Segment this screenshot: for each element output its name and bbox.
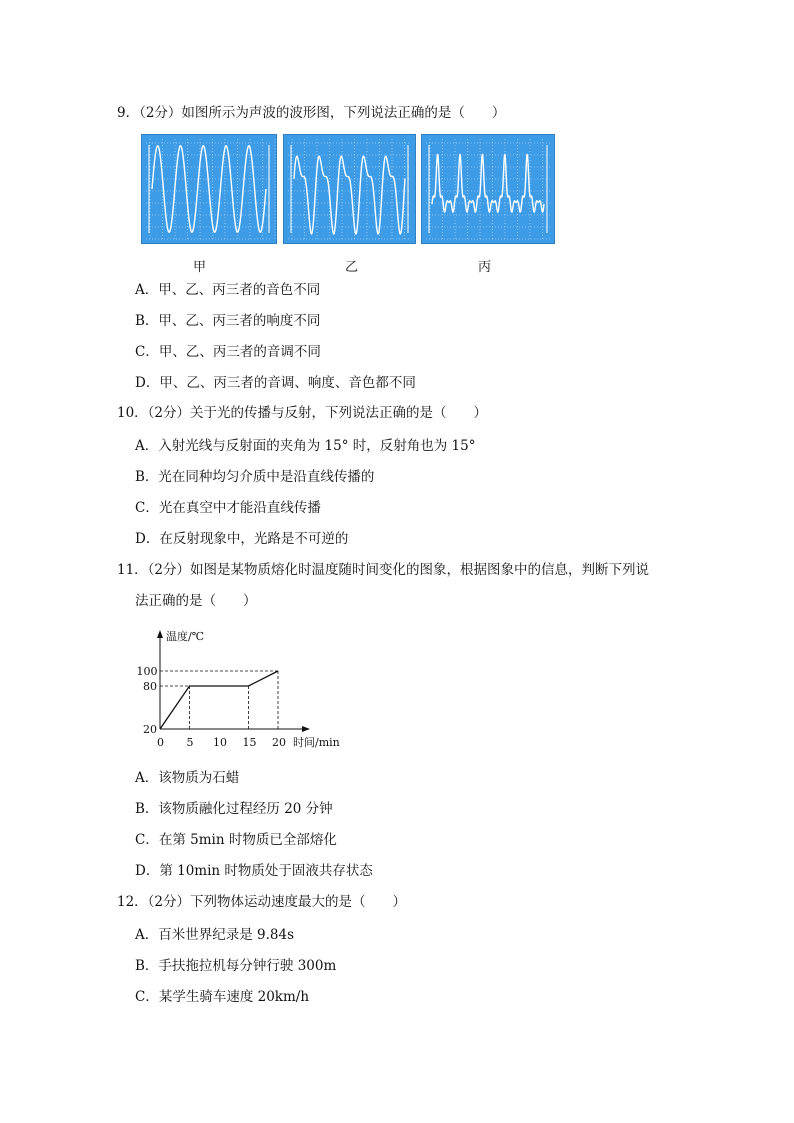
y-tick-label: 100: [136, 665, 158, 678]
waveform-yi: [283, 134, 416, 244]
q11-option-b[interactable]: B．该物质融化过程经历 20 分钟: [135, 801, 333, 817]
x-axis-label: 时间/min: [293, 736, 340, 749]
waveform-label-bing: 丙: [478, 260, 492, 275]
q9-option-a[interactable]: A．甲、乙、丙三者的音色不同: [135, 282, 321, 298]
melting-curve-chart: [136, 622, 370, 757]
x-tick-label: 5: [186, 736, 194, 749]
q12-option-c[interactable]: C．某学生骑车速度 20km/h: [135, 989, 310, 1005]
q9-option-b[interactable]: B．甲、乙、丙三者的响度不同: [135, 313, 321, 329]
q11-stem-line2: 法正确的是（ ）: [135, 593, 257, 609]
waveform-trace: [294, 156, 405, 234]
x-tick-label: 10: [213, 736, 227, 749]
waveform-label-yi: 乙: [345, 260, 359, 275]
melting-curve-line: [160, 671, 278, 729]
waveform-trace: [152, 146, 266, 232]
q12-option-a[interactable]: A．百米世界纪录是 9.84s: [135, 927, 295, 943]
q10-option-b[interactable]: B．光在同种均匀介质中是沿直线传播的: [135, 469, 375, 485]
q9-option-d[interactable]: D．甲、乙、丙三者的音调、响度、音色都不同: [135, 375, 416, 391]
y-tick-label: 80: [143, 680, 157, 693]
q9-stem: 9．（2分）如图所示为声波的波形图，下列说法正确的是（ ）: [117, 105, 506, 121]
y-axis-arrow: [157, 630, 163, 638]
y-tick-label: 20: [143, 723, 157, 736]
q9-option-c[interactable]: C．甲、乙、丙三者的音调不同: [135, 344, 321, 360]
waveform-jia: [141, 134, 277, 244]
waveform-label-jia: 甲: [193, 260, 207, 275]
x-tick-label: 0: [157, 736, 164, 749]
x-axis-arrow: [302, 726, 310, 732]
q11-option-c[interactable]: C．在第 5min 时物质已全部熔化: [135, 832, 337, 848]
q11-stem-line1: 11．（2分）如图是某物质熔化时温度随时间变化的图象，根据图象中的信息，判断下列说: [117, 562, 650, 578]
waveform-bing: [421, 134, 555, 244]
q11-option-d[interactable]: D．第 10min 时物质处于固液共存状态: [135, 863, 373, 879]
q10-option-a[interactable]: A．入射光线与反射面的夹角为 15° 时，反射角也为 15°: [135, 438, 476, 454]
q12-option-b[interactable]: B．手扶拖拉机每分钟行驶 300m: [135, 958, 337, 974]
x-tick-label: 15: [242, 736, 257, 749]
q11-option-a[interactable]: A．该物质为石蜡: [135, 770, 240, 786]
x-tick-label: 20: [272, 736, 286, 749]
waveform-trace: [432, 154, 544, 212]
q10-option-d[interactable]: D．在反射现象中，光路是不可逆的: [135, 531, 349, 547]
q10-option-c[interactable]: C．光在真空中才能沿直线传播: [135, 500, 321, 516]
y-axis-label: 温度/℃: [166, 630, 205, 643]
q10-stem: 10．（2分）关于光的传播与反射，下列说法正确的是（ ）: [117, 405, 488, 421]
q12-stem: 12．（2分）下列物体运动速度最大的是（ ）: [117, 894, 407, 910]
